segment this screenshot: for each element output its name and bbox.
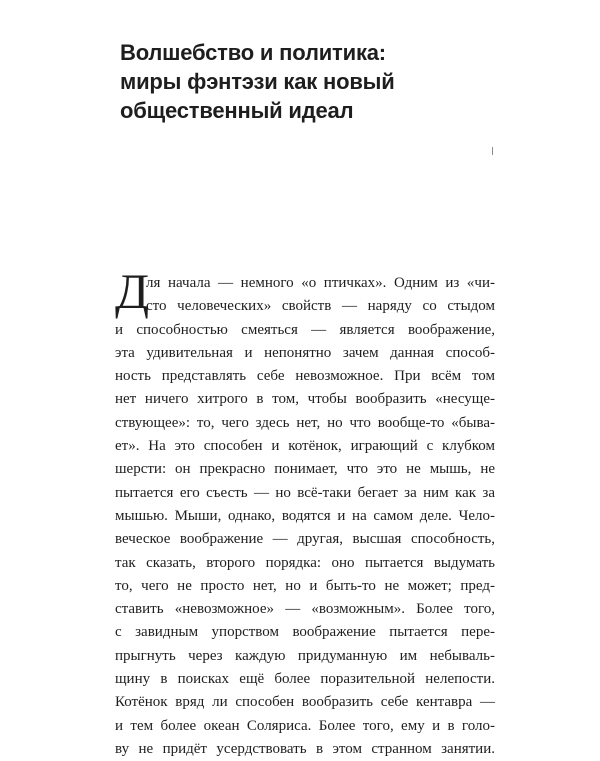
text-line-14: то, чего не просто нет, но и быть-то не может; пред- — [115, 577, 495, 594]
text-line-11: мышью. Мыши, однако, водятся и на самом деле. Чело- — [115, 507, 495, 524]
text-line-5: ность представлять себе невозможное. При всём том — [115, 368, 495, 385]
text-line-7: ствующее»: то, чего здесь нет, но что вообще-то «быва- — [115, 414, 495, 431]
drop-cap: Д — [115, 263, 150, 319]
text-line-6: нет ничего хитрого в том, чтобы вообразить «несуще- — [115, 391, 495, 408]
chapter-title-line-3: общественный идеал — [120, 98, 354, 123]
body-paragraph — [115, 263, 495, 761]
chapter-title-line-1: Волшебство и политика: — [120, 40, 386, 65]
text-line-15: ставить «невозможное» — «возможным». Более того, — [115, 601, 495, 618]
text-line-19: Котёнок вряд ли способен вообразить себе кентавра — — [115, 694, 495, 711]
text-line-3: и способностью смеяться — является воображение, — [115, 321, 495, 338]
text-line-17: прыгнуть через каждую придуманную им небываль- — [115, 647, 495, 664]
chapter-title — [120, 38, 480, 125]
text-line-18: щину в поисках ещё более поразительной нелепости. — [115, 671, 495, 688]
text-line-2: сто человеческих» свойств — наряду со стыдом — [146, 298, 495, 315]
chapter-title-line-2: миры фэнтэзи как новый — [120, 69, 395, 94]
text-line-20: и тем более океан Соляриса. Более того, ему и в голо- — [115, 717, 495, 734]
text-line-8: ет». На это способен и котёнок, играющий с клубком — [115, 438, 495, 455]
margin-tick-mark — [492, 147, 493, 155]
text-line-21: ву не придёт усердствовать в этом странном занятии. — [115, 740, 495, 757]
text-line-16: с завидным упорством воображение пытается пере- — [115, 624, 495, 641]
text-line-12: веческое воображение — другая, высшая способность, — [115, 531, 495, 548]
text-line-13: так сказать, второго порядка: оно пытается выдумать — [115, 554, 495, 571]
text-line-4: эта удивительная и непонятно зачем данная способ- — [115, 344, 495, 361]
text-line-9: шерсти: он прекрасно понимает, что это не мышь, не — [115, 461, 495, 478]
text-line-1: ля начала — немного «о птичках». Одним из «чи- — [146, 275, 495, 291]
text-line-10: пытается его съесть — но всё-таки бегает за ним как за — [115, 484, 495, 501]
